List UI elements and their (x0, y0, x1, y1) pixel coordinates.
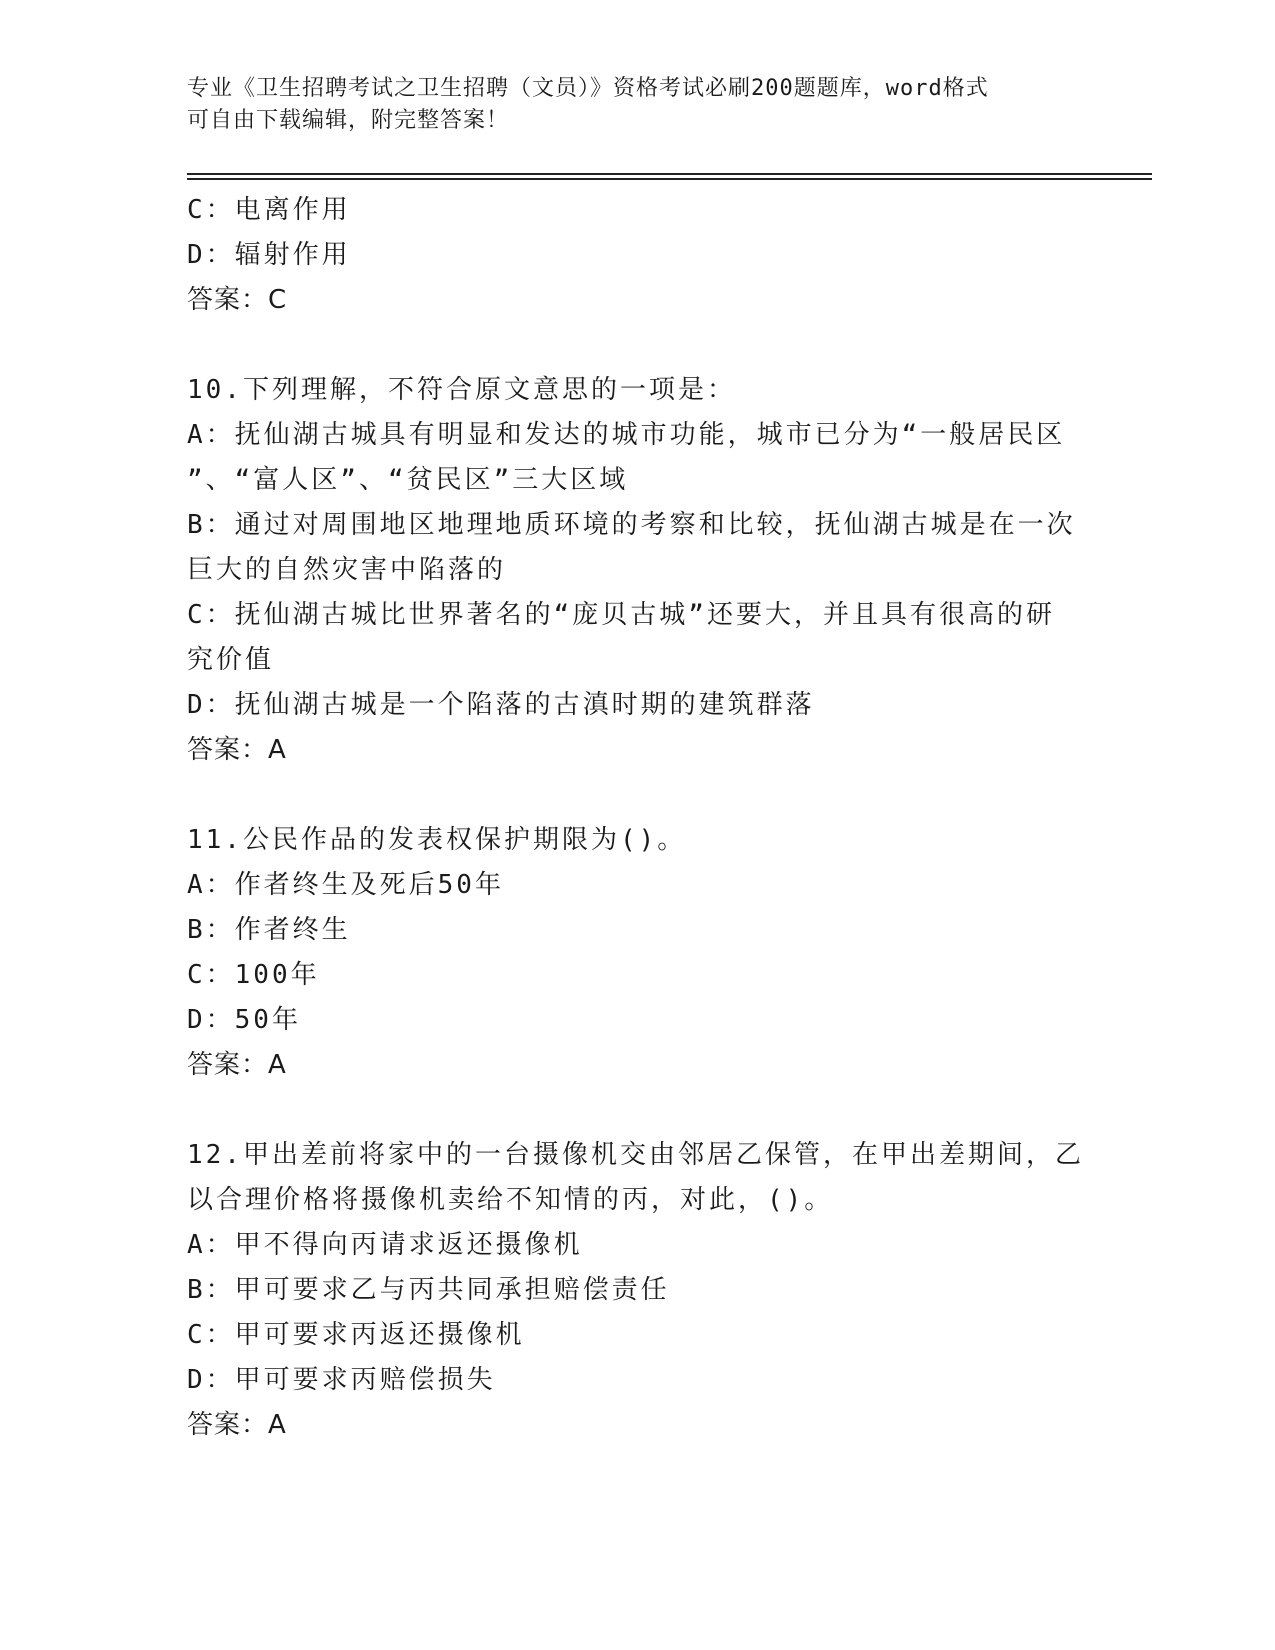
option-c-line-1: C：抚仙湖古城比世界著名的“庞贝古城”还要大，并且具有很高的研 (187, 600, 1055, 630)
option-d: D：抚仙湖古城是一个陷落的古滇时期的建筑群落 (187, 690, 815, 720)
question-list (187, 188, 1087, 1448)
option-b-line-1: B：通过对周围地区地理地质环境的考察和比较，抚仙湖古城是在一次 (187, 510, 1076, 540)
spacer (187, 323, 1087, 368)
option-a-line-2: ”、“富人区”、“贫民区”三大区域 (187, 465, 629, 495)
option-a-line-1: A：抚仙湖古城具有明显和发达的城市功能，城市已分为“一般居民区 (187, 420, 1066, 450)
option-c: C：电离作用 (187, 195, 351, 225)
header-line-2: 可自由下载编辑，附完整答案！ (187, 108, 510, 133)
question-12 (187, 1133, 1087, 1448)
question-stem-line-1: 12.甲出差前将家中的一台摄像机交由邻居乙保管，在甲出差期间，乙 (187, 1140, 1084, 1170)
answer: 答案：A (187, 735, 287, 765)
option-c-line-2: 究价值 (187, 645, 275, 675)
answer: 答案：C (187, 285, 288, 315)
question-11 (187, 818, 1087, 1088)
option-d: D：50年 (187, 1005, 301, 1035)
question-stem: 10.下列理解，不符合原文意思的一项是： (187, 375, 736, 405)
previous-question-tail (187, 188, 1087, 323)
option-c: C：100年 (187, 960, 320, 990)
header-rule-top (187, 173, 1152, 175)
header-rule-bottom (187, 178, 1152, 180)
option-b: B：作者终生 (187, 915, 351, 945)
document-header (187, 73, 1067, 137)
question-10 (187, 368, 1087, 773)
question-stem: 11.公民作品的发表权保护期限为()。 (187, 825, 687, 855)
option-c: C：甲可要求丙返还摄像机 (187, 1320, 525, 1350)
question-stem-line-2: 以合理价格将摄像机卖给不知情的丙，对此，()。 (187, 1185, 834, 1215)
option-a: A：甲不得向丙请求返还摄像机 (187, 1230, 583, 1260)
spacer (187, 773, 1087, 818)
option-d: D：甲可要求丙赔偿损失 (187, 1365, 496, 1395)
option-d: D：辐射作用 (187, 240, 351, 270)
option-b: B：甲可要求乙与丙共同承担赔偿责任 (187, 1275, 670, 1305)
option-b-line-2: 巨大的自然灾害中陷落的 (187, 555, 507, 585)
header-line-1: 专业《卫生招聘考试之卫生招聘（文员）》资格考试必刷200题题库，word格式 (187, 76, 989, 101)
answer: 答案：A (187, 1410, 287, 1440)
spacer (187, 1088, 1087, 1133)
option-a: A：作者终生及死后50年 (187, 870, 504, 900)
answer: 答案：A (187, 1050, 287, 1080)
